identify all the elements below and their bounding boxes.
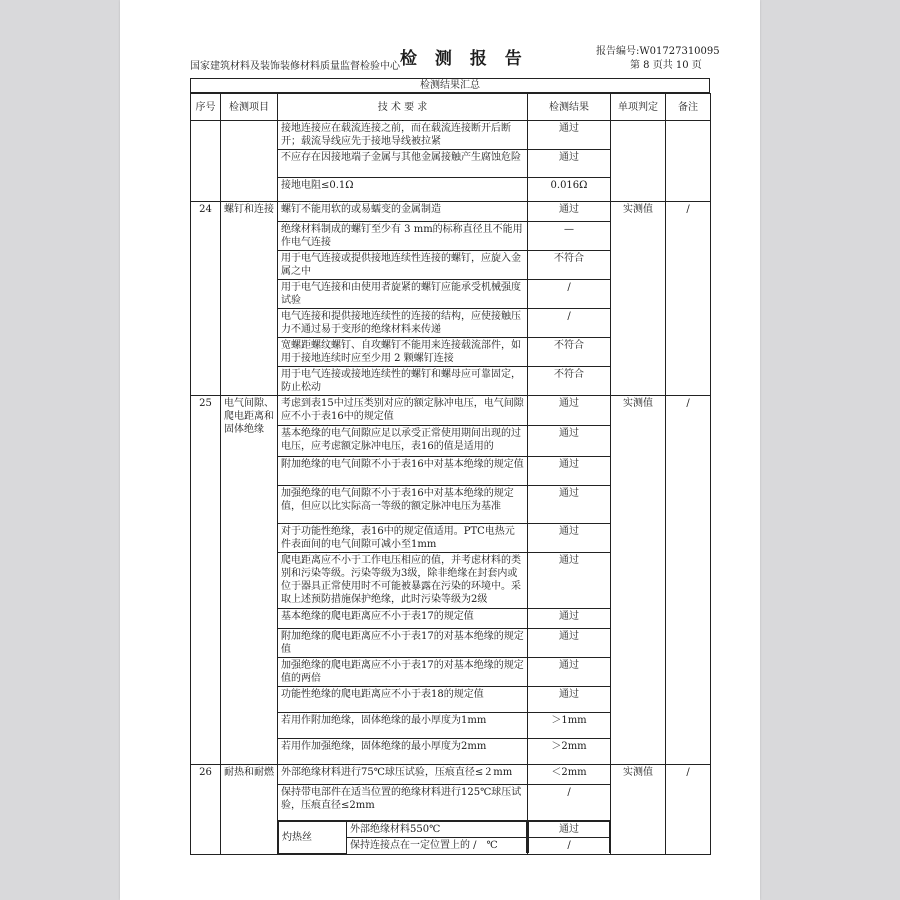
cell-result: 不符合	[528, 251, 611, 280]
cell-result: ＞1mm	[528, 713, 611, 739]
table-row	[191, 396, 711, 426]
cell-requirement: 对于功能性绝缘，表16中的规定值适用。PTC电热元件表面间的电气间隙可减小至1mm	[278, 524, 528, 553]
cell-result: 不符合	[528, 338, 611, 367]
cell-requirement: 接地连接应在载流连接之前，而在载流连接断开后断开；载流导线应先于接地导线被拉紧	[278, 121, 528, 150]
cell-requirement: 保持带电部件在适当位置的绝缘材料进行125℃球压试验，压痕直径≤2mm	[278, 785, 528, 821]
table-row	[529, 822, 610, 838]
table-row	[279, 822, 527, 838]
cell-no: 26	[191, 765, 221, 855]
cell-result: 通过	[528, 486, 611, 524]
cell-note: /	[666, 765, 711, 855]
cell-note: /	[666, 396, 711, 765]
cell-requirement: 加强绝缘的电气间隙不小于表16中对基本绝缘的规定值，但应以比实际高一等级的额定脉冲电压为基准	[278, 486, 528, 524]
col-header-note: 备注	[666, 94, 711, 121]
cell-result: 通过	[528, 609, 611, 629]
cell-requirement: 宽螺距螺纹螺钉、自攻螺钉不能用来连接载流部件，如用于接地连续时应至少用 2 颗螺钉连接	[278, 338, 528, 367]
table-row	[191, 121, 711, 150]
cell-result: /	[529, 838, 610, 854]
cell-result: 通过	[528, 524, 611, 553]
page-info: 第 8 页共 10 页	[630, 60, 702, 71]
cell-result: 通过	[528, 553, 611, 609]
cell-no: 25	[191, 396, 221, 765]
report-title: 检 测 报 告	[400, 49, 528, 69]
cell-item	[221, 121, 278, 202]
glow-wire-subtable	[278, 821, 527, 854]
cell-note	[666, 121, 711, 202]
cell-verdict: 实测值	[611, 396, 666, 765]
cell-requirement: 用于电气连接和由使用者旋紧的螺钉应能承受机械强度试验	[278, 280, 528, 309]
cell-result: 通过	[528, 150, 611, 178]
col-header-verdict: 单项判定	[611, 94, 666, 121]
glow-wire-cell	[278, 821, 528, 855]
col-header-no: 序号	[191, 94, 221, 121]
cell-requirement: 用于电气连接或提供接地连续性连接的螺钉，应旋入金属之中	[278, 251, 528, 280]
glow-wire-results	[528, 821, 611, 855]
cell-item: 电气间隙、爬电距离和固体绝缘	[221, 396, 278, 765]
cell-result: —	[528, 222, 611, 251]
col-header-result: 检测结果	[528, 94, 611, 121]
cell-requirement: 基本绝缘的爬电距离应不小于表17的规定值	[278, 609, 528, 629]
glow-wire-label: 灼热丝	[279, 822, 347, 854]
cell-result: 通过	[528, 687, 611, 713]
results-table	[190, 93, 711, 855]
cell-requirement: 接地电阻≤0.1Ω	[278, 178, 528, 202]
table-row	[529, 838, 610, 854]
cell-note: /	[666, 202, 711, 396]
cell-verdict: 实测值	[611, 202, 666, 396]
cell-verdict: 实测值	[611, 765, 666, 855]
cell-result: /	[528, 785, 611, 821]
cell-requirement: 加强绝缘的爬电距离应不小于表17的对基本绝缘的规定值的两倍	[278, 658, 528, 687]
cell-requirement: 电气连接和提供接地连续性的连接的结构，应使接触压力不通过易于变形的绝缘材料来传递	[278, 309, 528, 338]
report-number: 报告编号:W01727310095	[596, 46, 720, 57]
cell-result: /	[528, 280, 611, 309]
table-row	[191, 202, 711, 222]
cell-result: 0.016Ω	[528, 178, 611, 202]
cell-result: 通过	[528, 629, 611, 658]
cell-result: ＜2mm	[528, 765, 611, 785]
cell-requirement: 用于电气连接或接地连续性的螺钉和螺母应可靠固定，防止松动	[278, 367, 528, 396]
cell-requirement: 外部绝缘材料550℃	[347, 822, 527, 838]
cell-result: 通过	[529, 822, 610, 838]
table-row	[191, 765, 711, 785]
organization-name: 国家建筑材料及装饰装修材料质量监督检验中心	[190, 61, 400, 72]
cell-requirement: 保持连接点在一定位置上的 / ℃	[347, 838, 527, 854]
glow-wire-result-subtable	[528, 821, 610, 853]
cell-no	[191, 121, 221, 202]
col-header-item: 检测项目	[221, 94, 278, 121]
cell-requirement: 功能性绝缘的爬电距离应不小于表18的规定值	[278, 687, 528, 713]
cell-requirement: 若用作加强绝缘，固体绝缘的最小厚度为2mm	[278, 739, 528, 765]
cell-requirement: 爬电距离应不小于工作电压相应的值，并考虑材料的类别和污染等级。污染等级为3级，除非绝缘在封套内或位于器具正常使用时不可能被暴露在污染的环境中。采取上述预防措施保护绝缘，此时污染等级为2级	[278, 553, 528, 609]
cell-result: 不符合	[528, 367, 611, 396]
cell-requirement: 螺钉不能用软的或易蠕变的金属制造	[278, 202, 528, 222]
cell-requirement: 若用作附加绝缘，固体绝缘的最小厚度为1mm	[278, 713, 528, 739]
cell-requirement: 附加绝缘的电气间隙不小于表16中对基本绝缘的规定值	[278, 457, 528, 486]
cell-verdict	[611, 121, 666, 202]
cell-item: 螺钉和连接	[221, 202, 278, 396]
cell-result: 通过	[528, 202, 611, 222]
cell-no: 24	[191, 202, 221, 396]
cell-requirement: 附加绝缘的爬电距离应不小于表17的对基本绝缘的规定值	[278, 629, 528, 658]
cell-requirement: 不应存在因接地端子金属与其他金属接触产生腐蚀危险	[278, 150, 528, 178]
table-header-row	[191, 94, 711, 121]
cell-result: 通过	[528, 457, 611, 486]
cell-result: 通过	[528, 121, 611, 150]
cell-requirement: 考虑到表15中过压类别对应的额定脉冲电压，电气间隙应不小于表16中的规定值	[278, 396, 528, 426]
cell-item: 耐热和耐燃	[221, 765, 278, 855]
cell-requirement: 外部绝缘材料进行75℃球压试验，压痕直径≤２mm	[278, 765, 528, 785]
cell-requirement: 基本绝缘的电气间隙应足以承受正常使用期间出现的过电压，应考虑额定脉冲电压，表16的值是适用的	[278, 426, 528, 457]
cell-result: 通过	[528, 396, 611, 426]
cell-result: 通过	[528, 658, 611, 687]
cell-result: /	[528, 309, 611, 338]
summary-title: 检测结果汇总	[190, 78, 710, 93]
col-header-requirement: 技 术 要 求	[278, 94, 528, 121]
cell-requirement: 绝缘材料制成的螺钉至少有 3 mm的标称直径且不能用作电气连接	[278, 222, 528, 251]
cell-result: ＞2mm	[528, 739, 611, 765]
cell-result: 通过	[528, 426, 611, 457]
